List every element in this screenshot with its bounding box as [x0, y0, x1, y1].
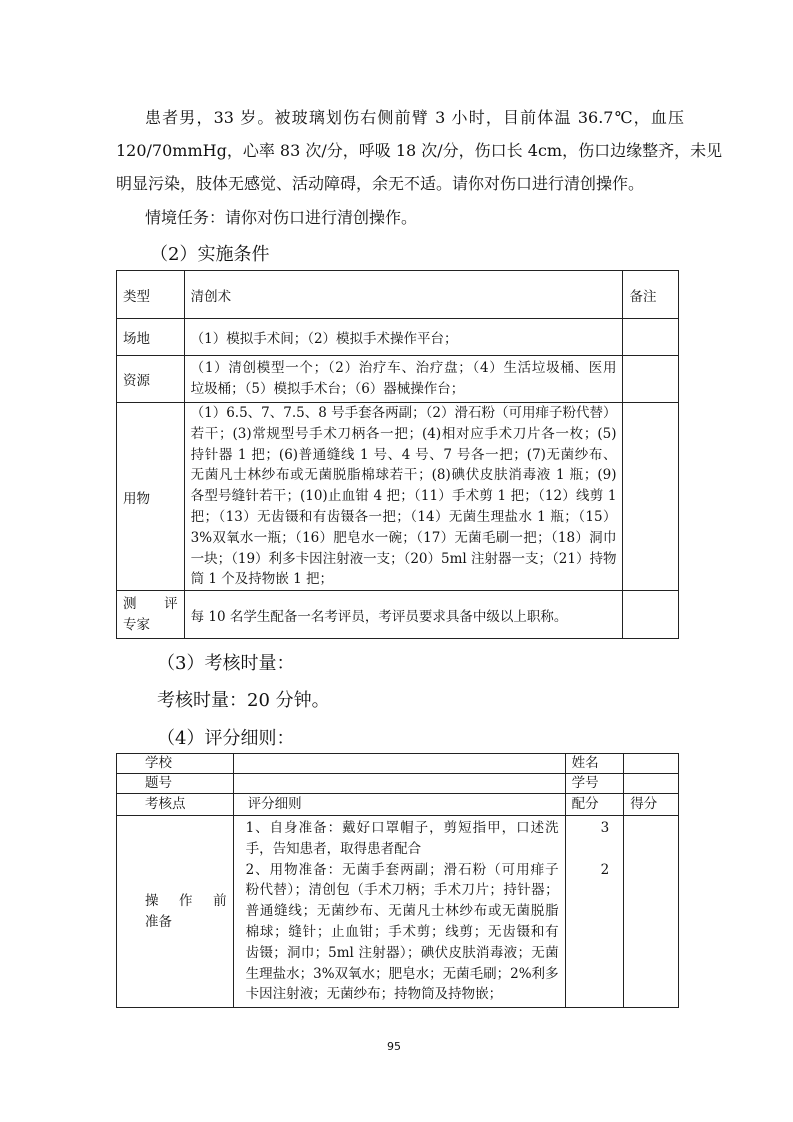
text-line: 若干；(3)常规型号手术刀柄各一把；(4)相对应手术刀片各一枚；(5) — [190, 425, 617, 442]
text-line: 棉球；缝针；止血钳；手术剪；线剪；无齿镊和有 — [245, 923, 559, 940]
site-label: 场地 — [117, 319, 185, 356]
item-self-prep — [246, 818, 559, 860]
score-field[interactable] — [624, 816, 679, 1008]
question-no-field[interactable] — [233, 774, 565, 794]
text-line: 3%双氧水一瓶；（16）肥皂水一碗；（17）无菌毛刷一把；（18）洞巾 — [190, 529, 617, 546]
text-line: 粉代替）；清创包（手术刀柄；手术刀片；持针器； — [245, 882, 559, 899]
page-number: 95 — [387, 1040, 401, 1053]
note-cell — [623, 403, 679, 591]
section-heading-scoring: （4）评分细则： — [157, 728, 295, 749]
text-line: 筒 1 个及持物嵌 1 把； — [190, 571, 333, 588]
resources-label: 资源 — [117, 356, 185, 403]
name-field[interactable] — [624, 754, 679, 774]
text-line: （1）6.5、7、7.5、8 号手套各两副；（2）滑石粉（可用痱子粉代替） — [190, 405, 617, 421]
text-line: 无菌凡士林纱布或无菌脱脂棉球若干；(8)碘伏皮肤消毒液 1 瓶；(9) — [190, 467, 617, 484]
text-line: 明显污染，肢体无感觉、活动障碍，余无不适。请你对伤口进行清创操作。 — [116, 174, 645, 193]
text-line: 专家 — [123, 616, 150, 633]
text-line: 一块；（19）利多卡因注射液一支；（20）5ml 注射器一支；（21）持物 — [190, 550, 617, 567]
col-detail: 评分细则 — [233, 794, 565, 816]
table-row — [117, 403, 679, 591]
student-no-field[interactable] — [624, 774, 679, 794]
header-type: 类型 — [117, 271, 185, 319]
text-line: 垃圾桶；（5）模拟手术台；（6）器械操作台； — [190, 381, 465, 397]
col-score: 得分 — [624, 794, 679, 816]
item-supplies-prep — [246, 860, 559, 1006]
section-heading-conditions: （2）实施条件 — [150, 244, 270, 265]
text-line: 120/70mmHg，心率 83 次/分，呼吸 18 次/分，伤口长 4cm，伤口边缘整齐，未见 — [116, 141, 723, 160]
item-supplies-prep-points: 2 — [600, 861, 610, 878]
item-self-prep-points: 3 — [600, 820, 610, 836]
text-line: 患者男，33 岁。被玻璃划伤右侧前臂 3 小时，目前体温 36.7℃，血压 — [145, 108, 684, 127]
section-heading-duration: （3）考核时量： — [157, 653, 295, 674]
text-line: 手，告知患者，取得患者配合 — [245, 840, 422, 857]
school-field[interactable] — [233, 754, 565, 774]
duration-text: 考核时量：20 分钟。 — [157, 690, 330, 711]
text-line: 普通缝线；无菌纱布、无菌凡士林纱布或无菌脱脂 — [245, 903, 559, 920]
table-row — [117, 816, 679, 1008]
text-line: 1、自身准备：戴好口罩帽子，剪短指甲，口述洗 — [245, 820, 559, 836]
point-pre-operation — [117, 816, 234, 1008]
conditions-table — [116, 270, 679, 639]
student-no-label: 学号 — [565, 774, 624, 794]
text-line: 操作前 — [145, 892, 227, 909]
table-row — [117, 271, 679, 319]
text-line: 齿镊；洞巾；5ml 注射器）；碘伏皮肤消毒液；无菌 — [245, 944, 559, 961]
text-line: 各型号缝针若干；(10)止血钳 4 把；（11）手术剪 1 把；（12）线剪 1 — [190, 488, 617, 505]
site-text: （1）模拟手术间；（2）模拟手术操作平台； — [184, 319, 623, 356]
table-row — [117, 591, 679, 639]
table-row — [117, 356, 679, 403]
text-line: （1）清创模型一个；（2）治疗车、治疗盘；（4）生活垃圾桶、医用 — [190, 360, 617, 377]
name-label: 姓名 — [565, 754, 624, 774]
examiners-label — [117, 591, 185, 639]
text-line: 持针器 1 把；(6)普通缝线 1 号、4 号、7 号各一把；(7)无菌纱布、 — [190, 446, 617, 463]
scoring-table — [116, 753, 679, 1008]
table-row — [117, 319, 679, 356]
case-description — [116, 101, 723, 200]
question-no-label: 题号 — [117, 774, 234, 794]
text-line: 生理盐水；3%双氧水；肥皂水；无菌毛刷；2%利多 — [245, 965, 559, 982]
text-line: 卡因注射液；无菌纱布；持物筒及持物嵌； — [245, 986, 503, 1003]
supplies-label: 用物 — [117, 403, 185, 591]
col-point: 考核点 — [117, 794, 234, 816]
detail-cell — [233, 816, 565, 1008]
note-cell — [623, 591, 679, 639]
points-cell — [565, 816, 624, 1008]
text-line: 2、用物准备：无菌手套两副；滑石粉（可用痱子 — [245, 861, 559, 878]
header-note: 备注 — [623, 271, 679, 319]
resources-text — [184, 356, 623, 403]
text-line: 准备 — [145, 913, 172, 930]
note-cell — [623, 319, 679, 356]
text-line: 把；（13）无齿镊和有齿镊各一把；（14）无菌生理盐水 1 瓶；（15） — [190, 508, 617, 525]
table-row — [117, 794, 679, 816]
situation-task: 情境任务：请你对伤口进行清创操作。 — [145, 208, 418, 227]
note-cell — [623, 356, 679, 403]
table-row — [117, 754, 679, 774]
examiners-text: 每 10 名学生配备一名考评员，考评员要求具备中级以上职称。 — [184, 591, 623, 639]
supplies-text — [184, 403, 623, 591]
col-points: 配分 — [565, 794, 624, 816]
header-content: 清创术 — [184, 271, 623, 319]
table-row — [117, 774, 679, 794]
school-label: 学校 — [117, 754, 234, 774]
text-line: 测评 — [123, 595, 178, 612]
